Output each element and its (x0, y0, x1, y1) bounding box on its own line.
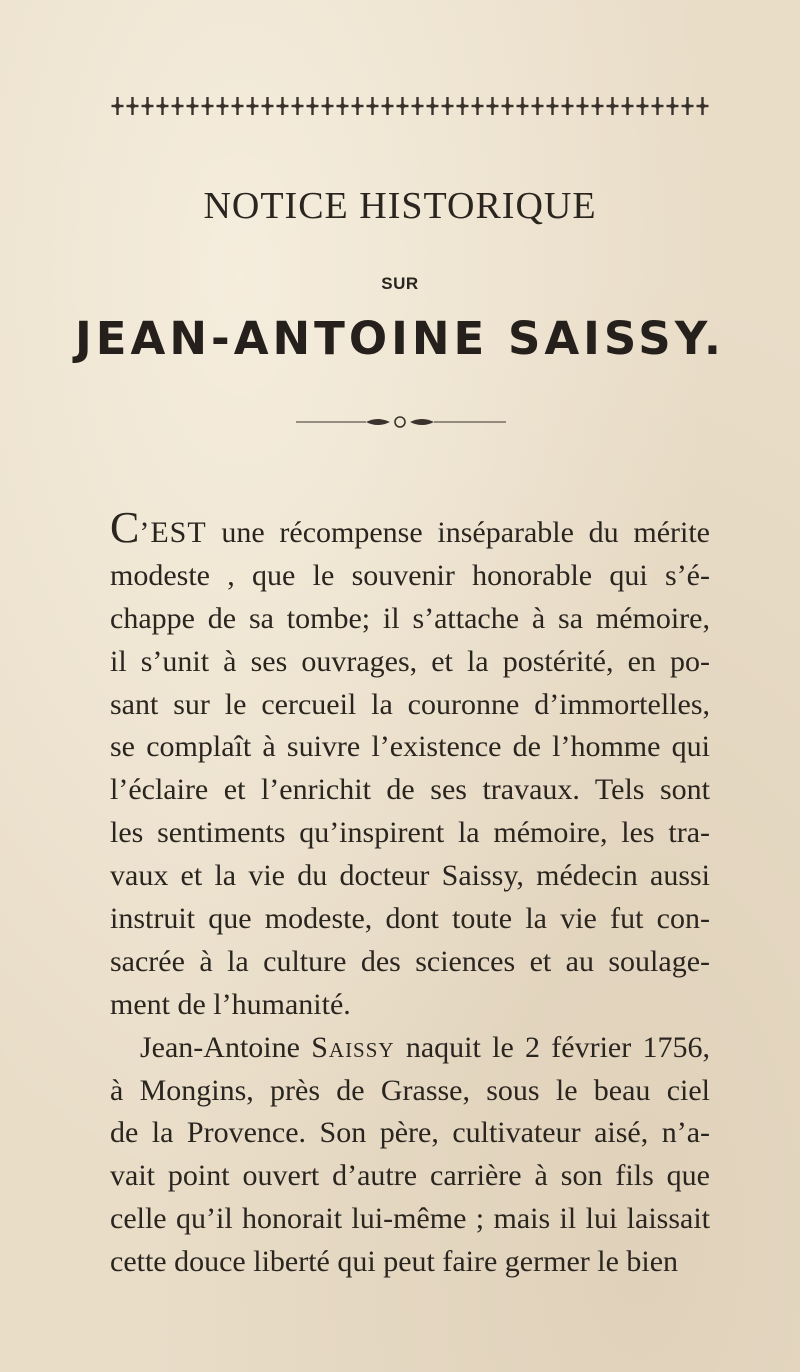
text-line: vait point ouvert d’autre carrière à son fils que (110, 1159, 710, 1193)
text-line: se complaît à suivre l’existence de l’homme qui (110, 730, 710, 764)
text-line (110, 503, 710, 555)
text-line: l’éclaire et l’enrichit de ses travaux. Tels sont (110, 773, 710, 807)
text-line: il s’unit à ses ouvrages, et la postérité, en po- (110, 644, 710, 678)
paragraph-end-line: ment de l’humanité. (110, 987, 351, 1021)
text-line: de la Provence. Son père, cultivateur aisé, n’a- (110, 1116, 710, 1150)
text-line: celle qu’il honorait lui-même ; mais il lui laissait (110, 1202, 710, 1236)
body-text (110, 503, 710, 1284)
surname-small-caps: Saissy (311, 1030, 395, 1064)
page-title: NOTICE HISTORIQUE (203, 185, 597, 227)
cross-fleuron-row-icon (110, 94, 710, 118)
text-line: sant sur le cercueil la couronne d’immortelles, (110, 687, 710, 721)
text-line: à Mongins, près de Grasse, sous le beau ciel (110, 1073, 710, 1107)
ornamental-rule-icon (296, 414, 506, 428)
text-line: les sentiments qu’inspirent la mémoire, les tra- (110, 816, 710, 850)
text-line (110, 1027, 710, 1070)
subject-name: JEAN-ANTOINE SAISSY. (75, 312, 725, 365)
text-line: cette douce liberté qui peut faire germer le bien (110, 1245, 679, 1279)
text-line: vaux et la vie du docteur Saissy, médecin aussi (110, 859, 710, 893)
first-word-small-caps: ’EST (139, 516, 207, 549)
para2-rest: naquit le 2 février 1756, (394, 1030, 710, 1064)
para2-start: Jean-Antoine (140, 1030, 312, 1064)
drop-cap: C (110, 503, 140, 552)
subtitle-sur: SUR (381, 274, 419, 293)
first-line-text: une récompense inséparable du mérite (206, 516, 710, 549)
text-line: instruit que modeste, dont toute la vie fut con- (110, 902, 710, 936)
text-line: sacrée à la culture des sciences et au soulage- (110, 944, 710, 978)
text-line: chappe de sa tombe; il s’attache à sa mémoire, (110, 601, 710, 635)
text-line: modeste , que le souvenir honorable qui s’é- (110, 558, 710, 592)
